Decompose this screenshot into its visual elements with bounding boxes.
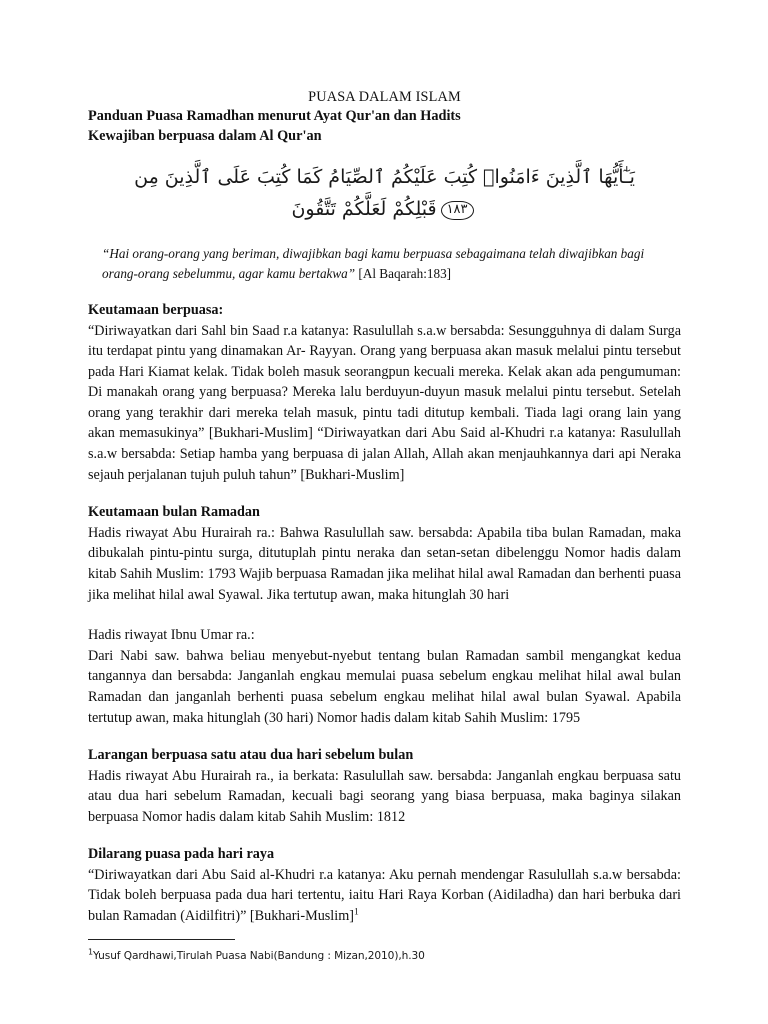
quran-verse-block [88, 162, 681, 224]
section-dilarang-puasa-hari-raya [88, 844, 681, 926]
footnote-entry [88, 949, 681, 963]
page-title: PUASA DALAM ISLAM [308, 89, 461, 105]
quran-verse-arabic-line-2 [88, 194, 681, 224]
quran-verse-arabic-line-1: يَـٰٓأَيُّهَا ٱلَّذِينَ ءَامَنُوا۟ كُتِبَ عَلَيْكُمُ ٱلصِّيَامُ كَمَا كُتِبَ عَلَى ٱلَّذِينَ مِن [134, 166, 635, 188]
section-paragraph: Hadis riwayat Abu Hurairah ra., ia berkata: Rasulullah saw. bersabda: Janganlah engkau berpuasa satu atau dua hari sebelum Ramadan, kecuali bagi seorang yang biasa berpuasa, maka baginya silakan berpuasa Nomor hadis dalam kitab Sahih Muslim: 1812 [88, 767, 681, 825]
footnote-separator-rule [88, 939, 235, 940]
section-paragraph [88, 865, 681, 927]
section-heading: Keutamaan berpuasa: [88, 302, 224, 318]
footnote-reference-marker: 1 [353, 907, 359, 918]
hadis-ibnu-umar-lead: Hadis riwayat Ibnu Umar ra.: [88, 627, 255, 644]
verse-translation-citation: [Al Baqarah:183] [358, 265, 452, 281]
footnote-citation-text: Yusuf Qardhawi,Tirulah Puasa Nabi(Bandung : Mizan,2010),h.30 [93, 950, 425, 962]
footnote-area [88, 939, 681, 963]
section-heading: Keutamaan bulan Ramadan [88, 504, 260, 521]
text-column [88, 88, 681, 927]
verse-translation-text: “Hai orang-orang yang beriman, diwajibkan bagi kamu berpuasa sebagaimana telah diwajibkan bagi orang-orang sebelummu, agar kamu bertakwa” [102, 246, 645, 281]
hadis-ibnu-umar-body: Dari Nabi saw. bahwa beliau menyebut-nyebut tentang bulan Ramadan sambil mengangkat kedua tangannya dan bersabda: Janganlah engkau memulai puasa sebelum engkau melihat hilal awal bulan Ramadan dan janganlah berhenti puasa sebelum engkau melihat hilal awal bulan Syawal. Apabila tertutup awan, maka hitunglah (30 hari) Nomor hadis dalam kitab Sahih Muslim: 1795 [88, 647, 681, 726]
section-paragraph-text: “Diriwayatkan dari Abu Said al-Khudri r.a katanya: Aku pernah mendengar Rasulullah s.a.w bersabda: Tidak boleh berpuasa pada dua hari tertentu, iaitu Hari Raya Korban (Aidiladha) dan hari berbuka dari bulan Ramadan (Aidilfitri)” [Bukhari-Muslim] [88, 866, 681, 925]
section-paragraph: Hadis riwayat Abu Hurairah ra.: Bahwa Rasulullah saw. bersabda: Apabila tiba bulan Ramadan, maka dibukalah pintu-pintu surga, ditutuplah pintu neraka dan setan-setan dibelenggu Nomor hadis dalam kitab Sahih Muslim: 1793 Wajib berpuasa Ramadan jika melihat hilal awal Ramadan dan berhenti puasa jika melihat hilal awal Syawal. Jika tertutup awan, maka hitunglah 30 hari [88, 524, 681, 603]
verse-translation [88, 244, 681, 283]
section-keutamaan-bulan-ramadan [88, 502, 681, 728]
quran-verse-arabic-line-2-text: قَبْلِكُمْ لَعَلَّكُمْ تَتَّقُونَ [291, 198, 437, 220]
document-subtitle-line-1: Panduan Puasa Ramadhan menurut Ayat Qur'an dan Hadits [88, 108, 461, 124]
section-heading: Dilarang puasa pada hari raya [88, 846, 275, 863]
document-subtitle-line-2: Kewajiban berpuasa dalam Al Qur'an [88, 127, 322, 144]
ayah-number-ornament: ١٨٣ [441, 201, 474, 220]
footnote-number: 1 [88, 947, 93, 957]
section-heading: Larangan berpuasa satu atau dua hari sebelum bulan [88, 747, 414, 764]
section-larangan-berpuasa [88, 745, 681, 827]
section-keutamaan-berpuasa [88, 300, 681, 485]
section-paragraph: “Diriwayatkan dari Sahl bin Saad r.a katanya: Rasulullah s.a.w bersabda: Sesungguhnya di dalam Surga itu terdapat pintu yang dinamakan Ar- Rayyan. Orang yang berpuasa akan masuk melalui pintu tersebut pada Hari Kiamat kelak. Tidak boleh masuk seorangpun kecuali mereka. Kelak akan ada pengumuman: Di manakah orang yang berpuasa? Mereka lalu berduyun-duyun masuk melalui pintu tersebut. Setelah orang yang terakhir dari mereka telah masuk, pintu tadi ditutup kembali. Tiada lagi orang lain yang akan memasukinya” [Bukhari-Muslim] “Diriwayatkan dari Abu Said al-Khudri r.a katanya: Rasulullah s.a.w bersabda: Setiap hamba yang berpuasa di jalan Allah, Allah akan menjauhkannya dari api Neraka sejauh perjalanan tujuh puluh tahun” [Bukhari-Muslim] [88, 322, 681, 483]
